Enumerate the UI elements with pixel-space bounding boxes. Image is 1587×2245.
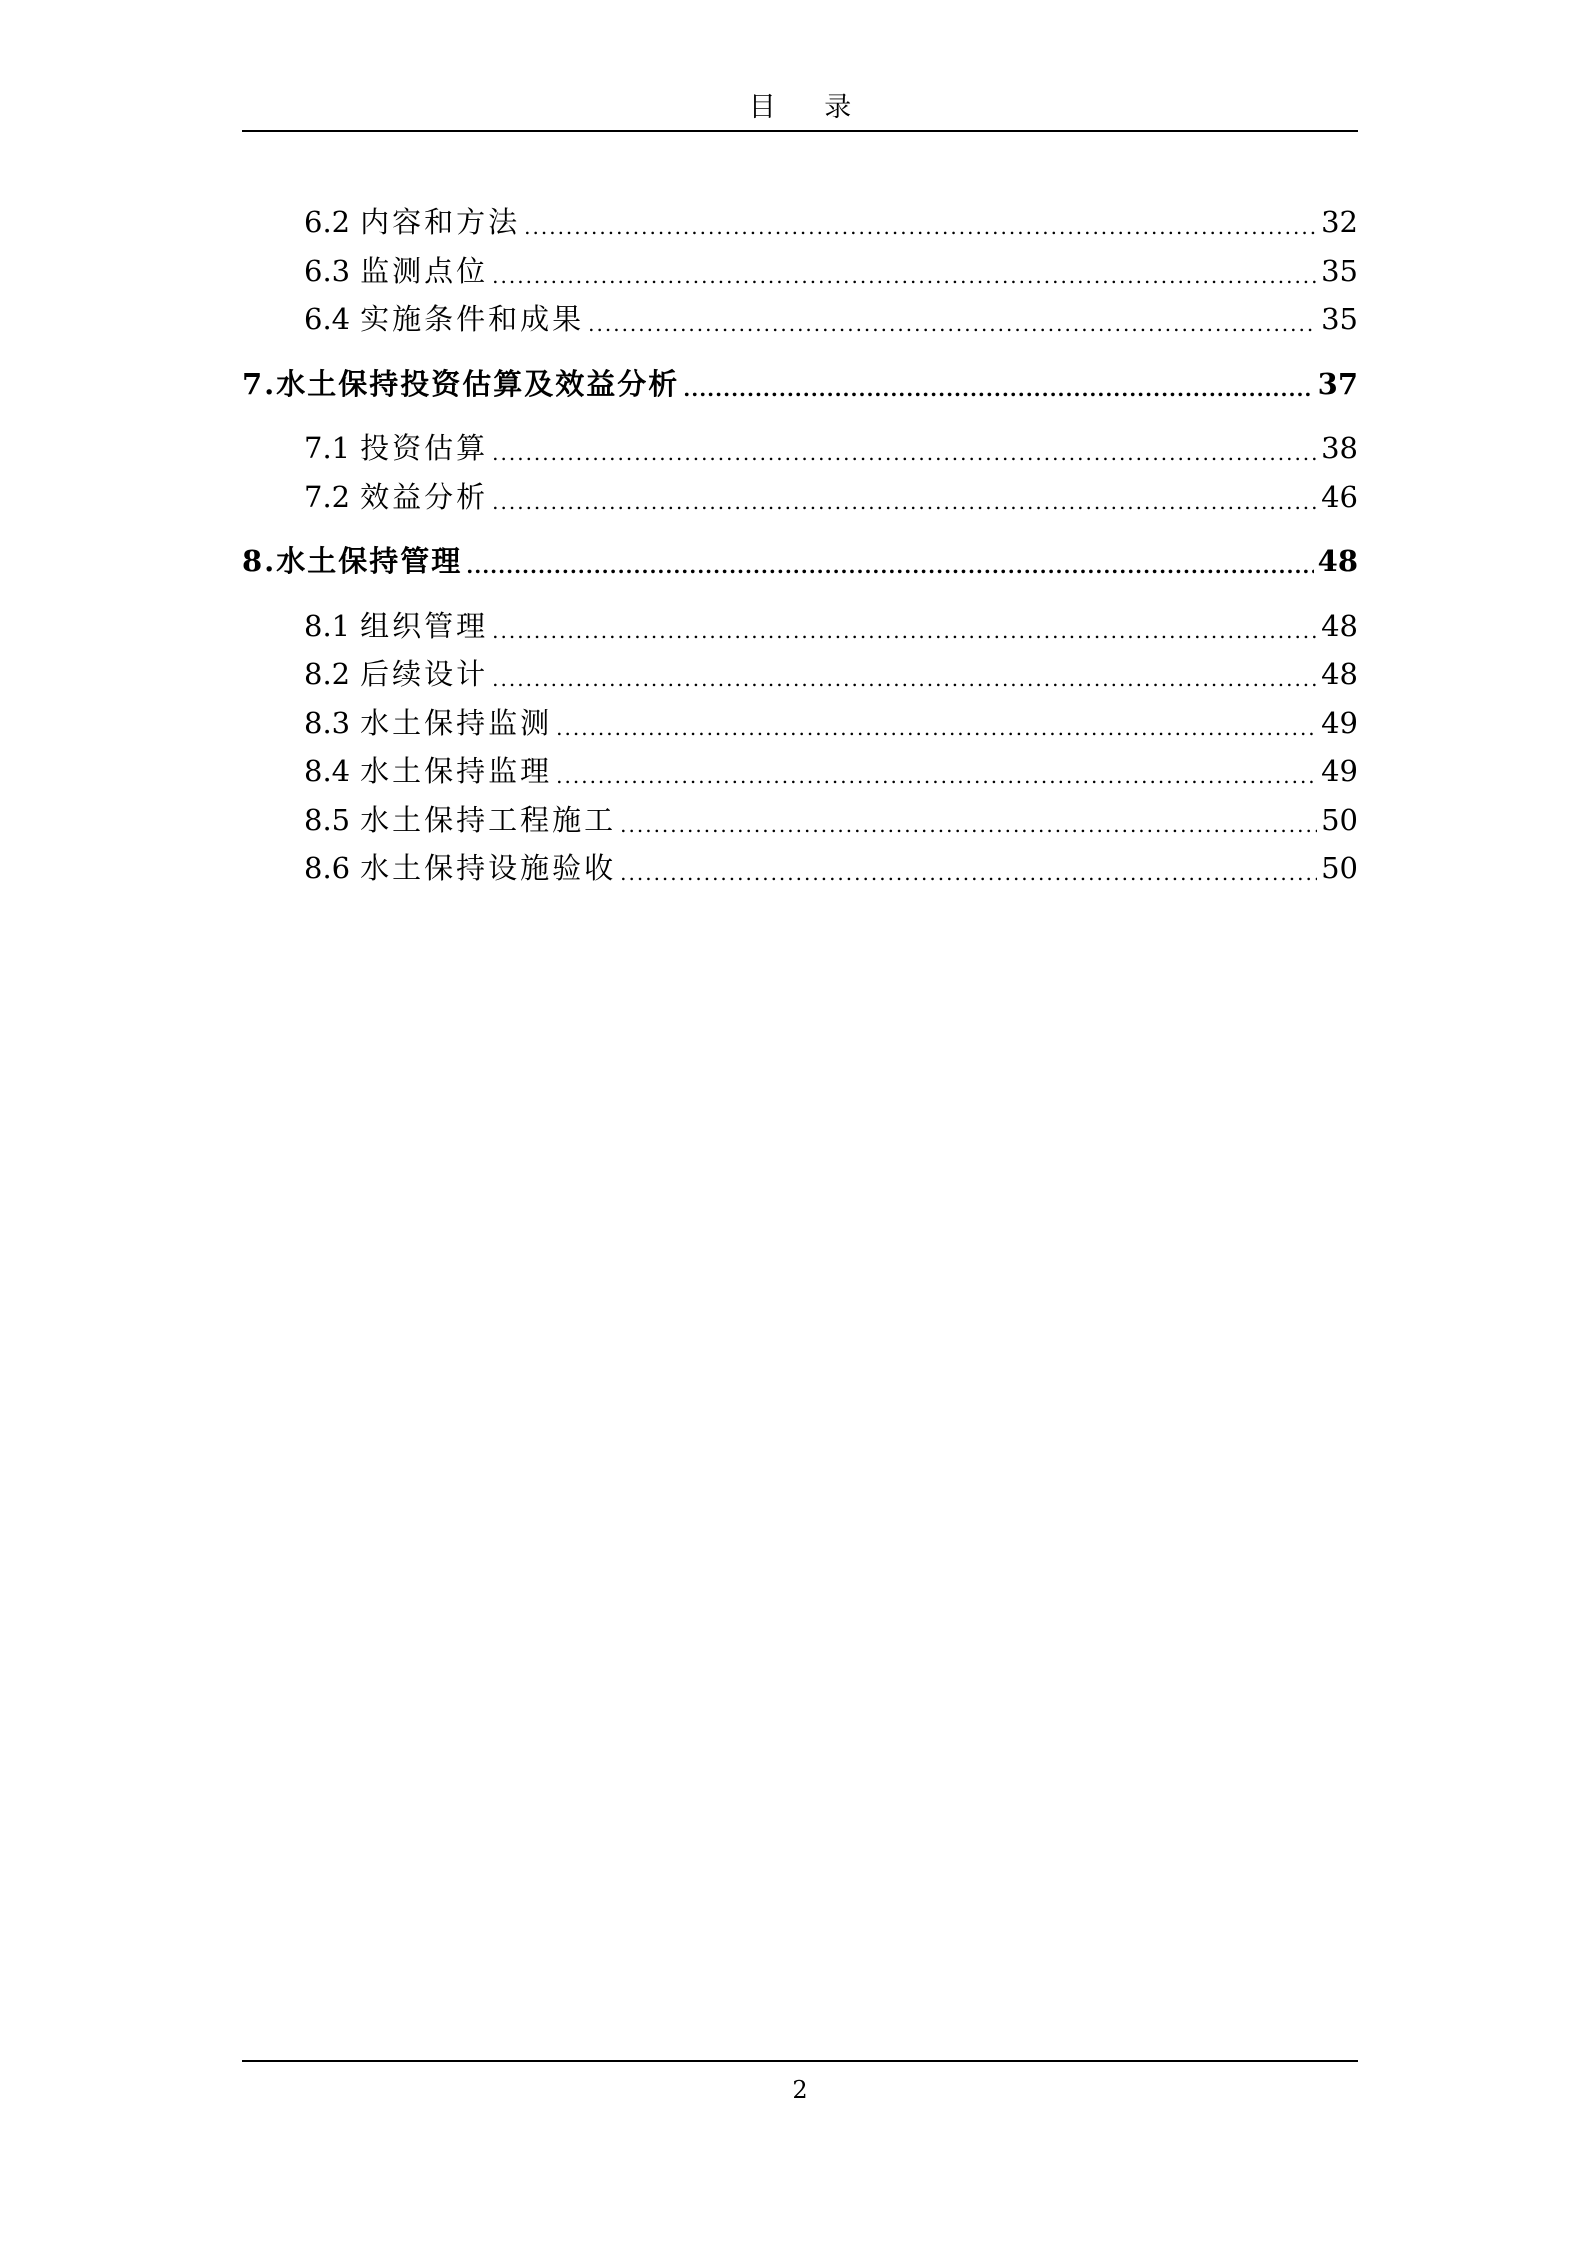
- toc-entry-title: 监测点位: [360, 253, 489, 288]
- toc-entry-page: 38: [1321, 431, 1358, 465]
- page-footer: [242, 2060, 1358, 2112]
- dot-leader: [588, 308, 1317, 340]
- toc-entry-page: 50: [1321, 802, 1358, 837]
- toc-entry-page: 49: [1321, 754, 1358, 788]
- toc-chapter-number: 7.: [242, 366, 277, 401]
- toc-entry-8-5[interactable]: [242, 796, 1358, 845]
- toc-chapter-page: 37: [1317, 366, 1358, 401]
- toc-entry-title: 水土保持工程施工: [360, 802, 617, 837]
- dot-leader: [492, 615, 1317, 647]
- toc-entry-8-2[interactable]: [242, 650, 1358, 699]
- toc-entry-page: 35: [1321, 253, 1358, 288]
- dot-leader: [492, 486, 1317, 518]
- toc-entry-7-2[interactable]: [242, 473, 1358, 522]
- toc-entry-page: 48: [1321, 657, 1358, 691]
- toc-entry-title: 水土保持监测: [360, 705, 553, 740]
- toc-entry-number: 7.2: [304, 479, 351, 514]
- toc-entry-6-4[interactable]: [242, 295, 1358, 344]
- toc-chapter-title: 水土保持管理: [276, 544, 463, 578]
- toc-chapter-page: 48: [1317, 544, 1358, 578]
- toc-entry-8-3[interactable]: [242, 699, 1358, 748]
- dot-leader: [524, 211, 1317, 243]
- toc-entry-number: 7.1: [304, 431, 351, 465]
- toc-entry-title: 效益分析: [360, 479, 489, 514]
- toc-entry-number: 6.3: [304, 253, 351, 288]
- toc-chapter-8[interactable]: [242, 537, 1358, 586]
- toc-entry-title: 投资估算: [360, 431, 489, 465]
- dot-leader: [620, 809, 1317, 841]
- dot-leader: [556, 712, 1317, 744]
- toc-entry-number: 8.1: [304, 608, 351, 643]
- toc-entry-number: 8.2: [304, 657, 351, 691]
- toc-entry-number: 8.3: [304, 705, 351, 740]
- toc-entry-8-1[interactable]: [242, 602, 1358, 651]
- dot-leader: [492, 260, 1317, 292]
- page-header: [242, 88, 1358, 132]
- page-number: 2: [792, 2076, 808, 2104]
- toc-chapter-number: 8.: [242, 544, 277, 578]
- toc-entry-number: 8.5: [304, 802, 351, 837]
- toc-entry-8-6[interactable]: [242, 844, 1358, 893]
- dot-leader: [492, 663, 1317, 695]
- toc-entry-title: 实施条件和成果: [360, 302, 585, 336]
- toc-entry-title: 水土保持监理: [360, 754, 553, 788]
- toc-entry-6-2[interactable]: [242, 198, 1358, 247]
- dot-leader: [620, 857, 1317, 889]
- toc-entry-title: 后续设计: [360, 657, 489, 691]
- dot-leader: [556, 760, 1317, 792]
- toc-entry-page: 49: [1321, 705, 1358, 740]
- toc-entry-page: 35: [1321, 302, 1358, 336]
- toc-entry-number: 8.4: [304, 754, 351, 788]
- toc-entry-page: 50: [1321, 851, 1358, 885]
- toc-entry-title: 组织管理: [360, 608, 489, 643]
- toc-entry-number: 8.6: [304, 851, 351, 885]
- toc-entry-8-4[interactable]: [242, 747, 1358, 796]
- toc-entry-number: 6.4: [304, 302, 351, 336]
- dot-leader: [492, 437, 1317, 469]
- toc-entry-page: 46: [1321, 479, 1358, 514]
- toc-chapter-title: 水土保持投资估算及效益分析: [276, 366, 680, 401]
- toc-entry-number: 6.2: [304, 205, 351, 239]
- dot-leader: [683, 373, 1313, 405]
- toc-entry-title: 内容和方法: [360, 205, 521, 239]
- toc-entry-title: 水土保持设施验收: [360, 851, 617, 885]
- toc-entry-page: 48: [1321, 608, 1358, 643]
- toc-entry-7-1[interactable]: [242, 424, 1358, 473]
- toc-entry-6-3[interactable]: [242, 247, 1358, 296]
- page-title: 目 录: [748, 92, 872, 123]
- toc-chapter-7[interactable]: [242, 360, 1358, 409]
- toc-entry-page: 32: [1321, 205, 1358, 239]
- dot-leader: [466, 550, 1313, 582]
- table-of-contents: [242, 198, 1358, 893]
